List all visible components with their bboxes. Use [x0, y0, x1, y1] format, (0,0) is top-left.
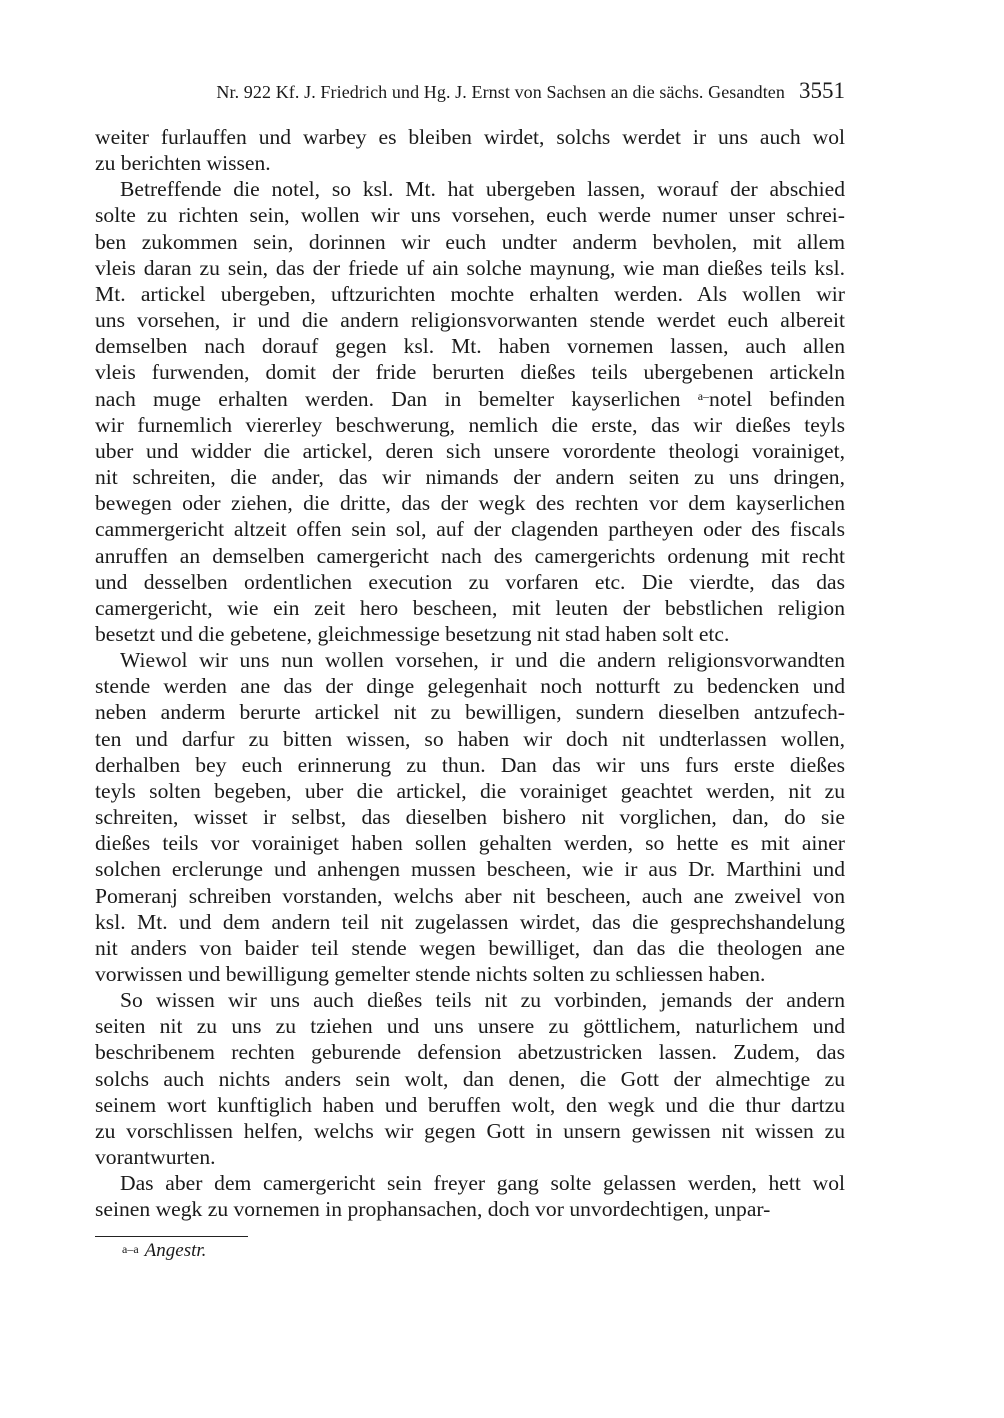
footnote	[122, 1240, 206, 1262]
text-line: bewegen oder ziehen, die dritte, das der wegk des rechten vor dem kayserlichen	[95, 491, 845, 516]
text-line: neben anderm berurte artickel nit zu bewilligen, sundern dieselben antzufech-	[95, 700, 845, 725]
text-line: seiten nit zu uns zu tziehen und uns unsere zu göttlichem, naturlichem und	[95, 1014, 845, 1039]
text-line: zu berichten wissen.	[95, 151, 271, 176]
text-line: Wiewol wir uns nun wollen vorsehen, ir und die andern religionsvorwandten	[120, 648, 845, 673]
text-line: vleis furwenden, domit der fride berurten dießes teils ubergebenen artickeln	[95, 360, 845, 385]
text-line: und desselben ordentlichen execution zu vorfaren etc. Die vierdte, das das	[95, 569, 845, 594]
text-segment: notel befinden	[709, 386, 845, 411]
text-line: Pomeranj schreiben vorstanden, welchs aber nit bescheen, auch ane zweivel von	[95, 883, 845, 908]
text-line: ben zukommen sein, dorinnen wir euch undter anderm bevholen, mit allem	[95, 229, 845, 254]
paragraph	[95, 176, 845, 647]
text-line: besetzt und die gebetene, gleichmessige besetzung nit stad haben solt etc.	[95, 621, 730, 646]
running-header	[95, 78, 845, 108]
text-line: Betreffende die notel, so ksl. Mt. hat ubergeben lassen, worauf der abschied	[120, 177, 845, 202]
text-line: beschribenem rechten geburende defension abetzustricken lassen. Zudem, das	[95, 1040, 845, 1065]
text-line: vorantwurten.	[95, 1145, 216, 1170]
text-line: zu vorschlissen helfen, welchs wir gegen Gott in unsern gewissen nit wissen zu	[95, 1118, 845, 1143]
text-line: nit anders von baider teil stende wegen bewilliget, dan das die theologen ane	[95, 935, 845, 960]
note-marker: a–	[697, 388, 710, 403]
text-line: wir furnemlich viererley beschwerung, nemlich die erste, das wir dießes teyls	[95, 412, 845, 437]
running-title: Nr. 922 Kf. J. Friedrich und Hg. J. Ernst von Sachsen an die sächs. Gesandten	[216, 82, 785, 102]
text-line: anruffen an demselben camergericht nach des camergerichts ordenung mit recht	[95, 543, 845, 568]
footnote-marker: a–a	[122, 1242, 139, 1256]
text-line: stende werden ane das der dinge gelegenhait noch notturft zu bedencken und	[95, 674, 845, 699]
text-line: derhalben bey euch erinnerung zu thun. Dan das wir uns furs erste dießes	[95, 752, 845, 777]
text-line: solte zu richten sein, wollen wir uns vorsehen, euch werde numer unser schrei-	[95, 203, 845, 228]
text-line: schreiten, wisset ir selbst, das dieselben bishero nit vorglichen, dan, do sie	[95, 805, 845, 830]
text-line: solchen erclerunge und anhengen mussen bescheen, wie ir aus Dr. Marthini und	[95, 857, 845, 882]
text-line: camergericht, wie ein zeit hero bescheen, mit leuten der bebstlichen religion	[95, 595, 845, 620]
paragraph	[95, 124, 845, 176]
text-line: So wissen wir uns auch dießes teils nit zu vorbinden, jemands der andern	[120, 988, 845, 1013]
footnote-text: Angestr.	[144, 1240, 207, 1261]
text-line: uber und widder die artickel, deren sich unsere vorordente theologi vorainiget,	[95, 438, 845, 463]
text-line: demselben nach dorauf gegen ksl. Mt. haben vornemen lassen, auch allen	[95, 334, 845, 359]
text-line: seinem wort kunftiglich haben und beruffen wolt, den wegk und die thur dartzu	[95, 1092, 845, 1117]
text-line: vleis daran zu sein, das der friede uf ain solche maynung, wie man dießes teils ksl.	[95, 255, 845, 280]
paragraph	[95, 647, 845, 987]
body-text	[95, 124, 845, 1223]
text-line	[95, 386, 845, 412]
text-line: cammergericht altzeit offen sein sol, auf der clagenden partheyen oder des fiscals	[95, 517, 845, 542]
paragraph	[95, 1170, 845, 1222]
text-line: ten und darfur zu bitten wissen, so haben wir doch nit undterlassen wollen,	[95, 726, 845, 751]
text-line: seinen wegk zu vornemen in prophansachen, doch vor unvordechtigen, unpar-	[95, 1197, 771, 1222]
footnote-rule	[95, 1236, 248, 1237]
text-line: uns vorsehen, ir und die andern religionsvorwanten stende werdet euch albereit	[95, 308, 845, 333]
text-line: solchs auch nichts anders sein wolt, dan denen, die Gott der almechtige zu	[95, 1066, 845, 1091]
text-line: dießes teils vor vorainiget haben sollen gehalten werden, so hette es mit ainer	[95, 831, 845, 856]
paragraph	[95, 987, 845, 1170]
text-segment: nach muge erhalten werden. Dan in bemelter kayserlichen	[95, 386, 698, 411]
text-line: weiter furlauffen und warbey es bleiben wirdet, solchs werdet ir uns auch wol	[95, 125, 845, 149]
text-line: Mt. artickel ubergeben, uftzurichten mochte erhalten werden. Als wollen wir	[95, 281, 845, 306]
text-line: teyls solten begeben, uber die artickel, die vorainiget geachtet werden, nit zu	[95, 778, 845, 803]
page-number: 3551	[799, 78, 845, 103]
text-line: vorwissen und bewilligung gemelter stende nichts solten zu schliessen haben.	[95, 962, 766, 986]
text-line: Das aber dem camergericht sein freyer gang solte gelassen werden, hett wol	[120, 1171, 845, 1196]
text-line: ksl. Mt. und dem andern teil nit zugelassen wirdet, das die gesprechshandelung	[95, 909, 845, 934]
text-line: nit schreiten, die ander, das wir nimands der andern seiten zu uns dringen,	[95, 465, 845, 490]
